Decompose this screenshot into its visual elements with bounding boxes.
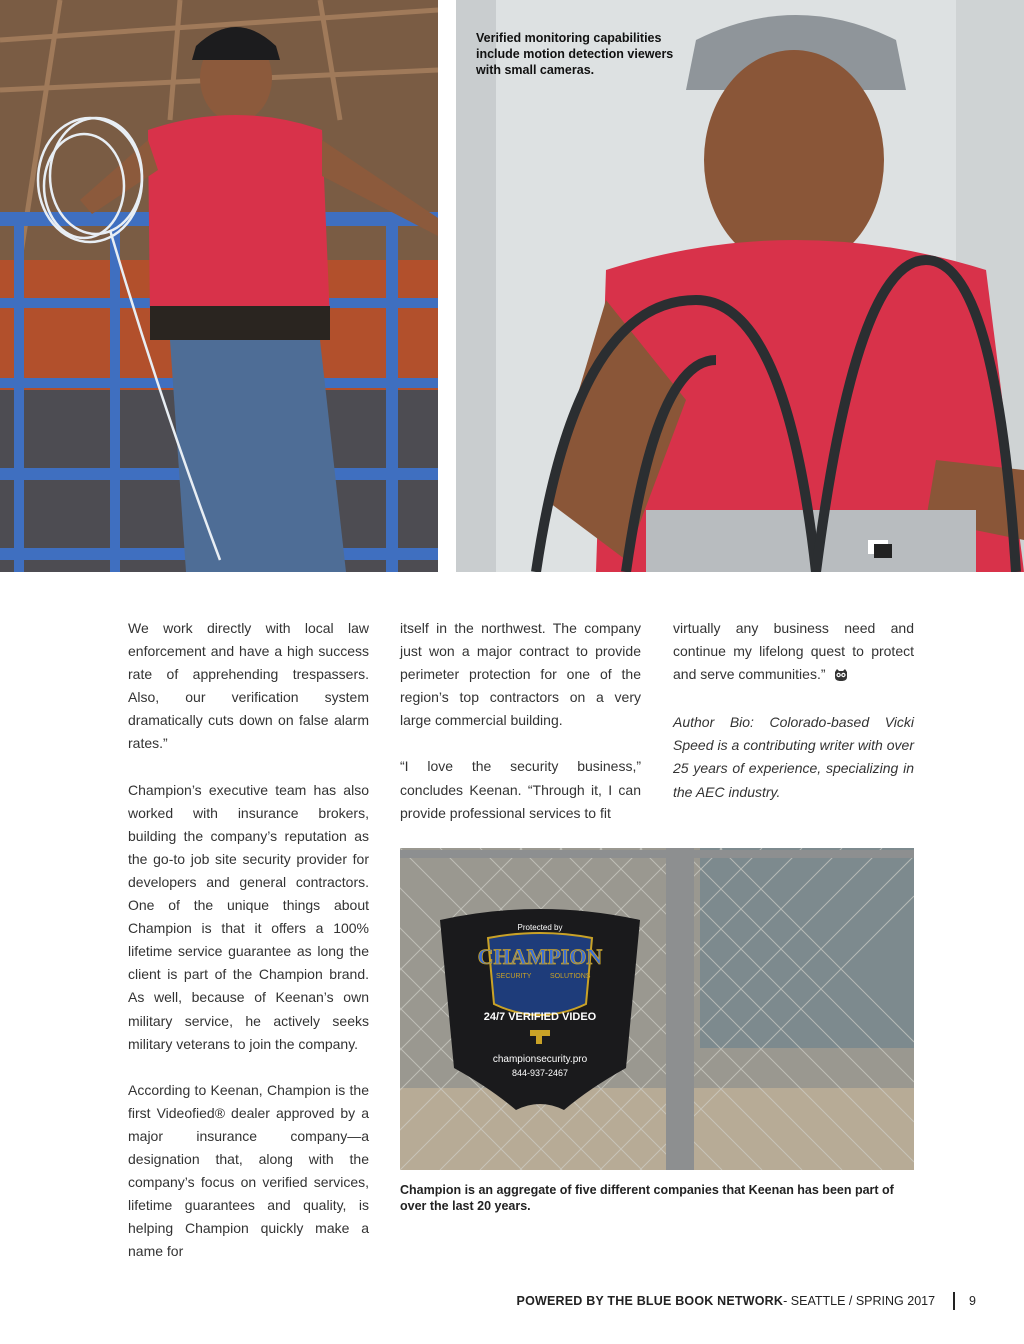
footer-edition: - SEATTLE / SPRING 2017	[783, 1294, 936, 1308]
sign-sub-left: SECURITY	[496, 973, 532, 980]
worker-on-lift-photo	[0, 0, 438, 572]
article-column-1	[128, 617, 369, 1286]
sign-protected-by: Protected by	[517, 923, 563, 932]
sign-brand: CHAMPION	[477, 944, 603, 969]
page-number: 9	[969, 1294, 976, 1308]
sign-website: championsecurity.pro	[492, 1054, 588, 1065]
paragraph-text: virtually any business need and continue my lifelong quest to protect and serve communities.”	[673, 620, 914, 683]
author-bio: Author Bio: Colorado-based Vicki Speed is a contributing writer with over 25 years of experience, specializing in the AEC industry.	[673, 714, 914, 800]
paragraph: We work directly with local law enforcement and have a high success rate of apprehending trespassers. Also, our verification system dramatically cuts down on false alarm rates.”	[128, 620, 369, 752]
technician-photo	[456, 0, 1024, 572]
sign-phone: 844-937-2467	[511, 1068, 569, 1078]
article-column-3	[673, 617, 914, 827]
photo-caption-top: Verified monitoring capabilities include motion detection viewers with small cameras.	[476, 31, 674, 77]
article-column-2	[400, 617, 641, 848]
page-footer	[517, 1292, 976, 1310]
owl-icon	[834, 665, 848, 688]
champion-sign-photo	[400, 848, 914, 1170]
sign-sub-right: SOLUTIONS	[550, 973, 591, 980]
paragraph: Champion’s executive team has also worked with insurance brokers, building the company’s reputation as the go-to job site security provider for developers and general contractors. One of the unique things about Champion is that it offers a 100% lifetime service guarantee as long the client is part of the Champion brand. As well, because of Keenan’s own military service, he actively seeks military veterans to join the company.	[128, 781, 369, 1052]
paragraph: itself in the northwest. The company just won a major contract to provide perimeter protection for one of the region’s top contractors on a very large commercial building.	[400, 620, 641, 729]
footer-brand: POWERED BY THE BLUE BOOK NETWORK	[516, 1294, 784, 1308]
footer-divider	[953, 1292, 955, 1310]
photo-caption-bottom: Champion is an aggregate of five different companies that Keenan has been part of over the last 20 years.	[400, 1183, 894, 1213]
paragraph: According to Keenan, Champion is the first Videofied® dealer approved by a major insurance company—a designation that, along with the company’s focus on verified services, lifetime guarantees and quality, is helping Champion quickly make a name for	[128, 1081, 369, 1260]
sign-service: 24/7 VERIFIED VIDEO	[483, 1011, 597, 1023]
paragraph: “I love the security business,” concludes Keenan. “Through it, I can provide professional services to fit	[400, 758, 641, 821]
paragraph-end	[673, 617, 914, 688]
